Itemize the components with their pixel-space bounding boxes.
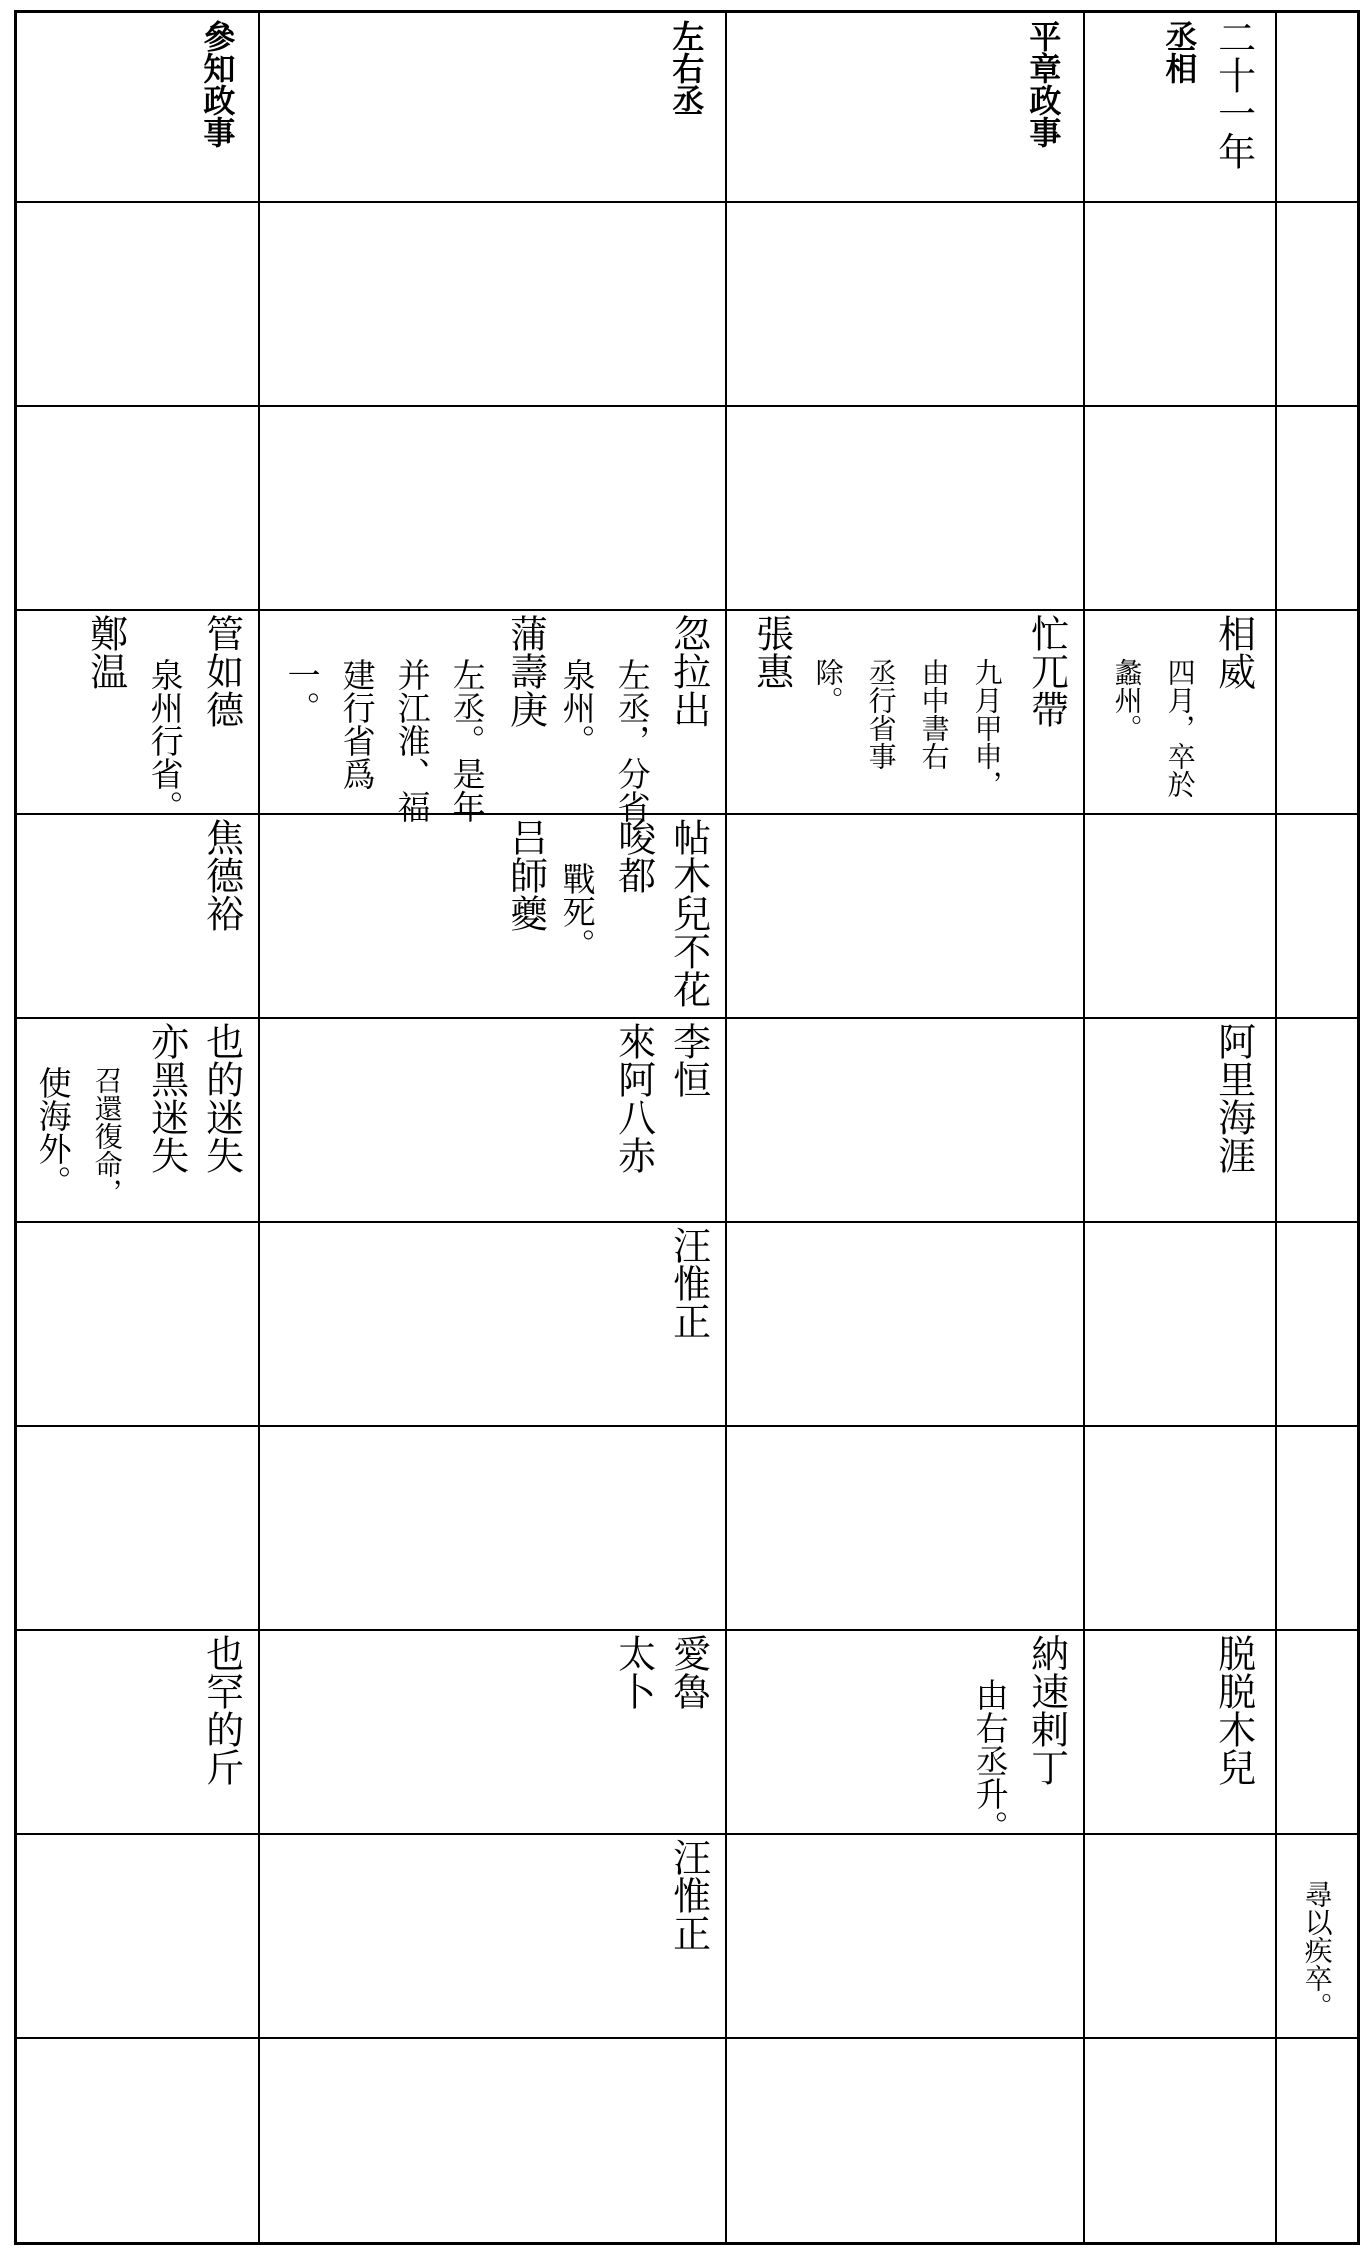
zuoyou-note: 左丞，分省 (612, 658, 652, 823)
pingzhang-name: 納速剌丁 (1024, 1634, 1069, 1786)
canzhi-name: 亦黑迷失 (144, 1022, 189, 1174)
pingzhang-name: 忙兀帶 (1024, 614, 1069, 728)
pingzhang-heading: 平章政事 (1024, 20, 1063, 148)
zuoyou-name: 忽拉出 (666, 614, 711, 728)
column-divider (725, 10, 727, 2245)
column-divider (258, 10, 260, 2245)
pingzhang-note: 除。 (811, 658, 845, 714)
zuoyou-name: 吕師夔 (503, 818, 548, 932)
pingzhang-note: 由右丞升。 (970, 1678, 1010, 1843)
row-divider (14, 1221, 1360, 1223)
zuoyou-note: 左丞。是年 (447, 658, 487, 823)
chengxiang-note: 蠡州。 (1110, 658, 1144, 742)
chengxiang-note: 四月，卒於 (1163, 658, 1197, 798)
canzhi-name: 管如德 (199, 614, 244, 728)
zuoyou-name: 李恒 (666, 1022, 711, 1098)
zuoyou-note: 并江淮、福 (392, 658, 432, 823)
row-divider (14, 1833, 1360, 1835)
canzhi-name: 也的迷失 (199, 1022, 244, 1174)
zuoyou-name: 太卜 (611, 1634, 656, 1710)
year-note: 尋以疾卒。 (1300, 1880, 1334, 2020)
row-divider (14, 201, 1360, 203)
zuoyou-name: 愛魯 (666, 1634, 711, 1710)
zuoyou-name: 汪惟正 (666, 1226, 711, 1340)
pingzhang-name: 張惠 (749, 614, 794, 690)
canzhi-name: 鄭温 (83, 614, 128, 690)
canzhi-name: 也罕的斤 (199, 1634, 244, 1786)
zuoyou-name: 汪惟正 (666, 1838, 711, 1952)
pingzhang-note: 丞行省事 (864, 658, 898, 770)
row-divider (14, 1629, 1360, 1631)
canzhi-note: 使海外。 (33, 1066, 73, 1198)
chengxiang-name: 相威 (1211, 614, 1256, 690)
chengxiang-name: 阿里海涯 (1211, 1022, 1256, 1174)
canzhi-name: 焦德裕 (199, 818, 244, 932)
zuoyou-note: 一。 (282, 658, 322, 724)
row-divider (14, 1017, 1360, 1019)
zuoyou-name: 蒲壽庚 (503, 614, 548, 728)
row-divider (14, 813, 1360, 815)
column-divider (1083, 10, 1085, 2245)
column-divider (1275, 10, 1277, 2245)
canzhi-note: 召還復命， (90, 1066, 124, 1206)
zuoyou-note: 泉州。 (557, 658, 597, 757)
zuoyou-name: 唆都 (611, 818, 656, 894)
row-divider (14, 2037, 1360, 2039)
canzhi-heading: 參知政事 (198, 20, 237, 148)
year-heading: 二十一年 (1211, 18, 1256, 170)
pingzhang-note: 由中書右 (917, 658, 951, 770)
row-divider (14, 609, 1360, 611)
zuoyou-name: 來阿八赤 (611, 1022, 656, 1174)
zuoyou-note: 建行省爲 (337, 658, 377, 790)
chengxiang-name: 脱脱木兒 (1211, 1634, 1256, 1786)
row-divider (14, 405, 1360, 407)
canzhi-note: 泉州行省。 (145, 658, 185, 823)
chengxiang-heading: 丞相 (1160, 20, 1199, 84)
zuoyou-note: 戰死。 (557, 862, 597, 961)
row-divider (14, 1425, 1360, 1427)
zuoyou-heading: 左右丞 (667, 20, 706, 116)
pingzhang-note: 九月甲申， (970, 658, 1004, 798)
zuoyou-name: 帖木兒不花 (666, 818, 711, 1008)
